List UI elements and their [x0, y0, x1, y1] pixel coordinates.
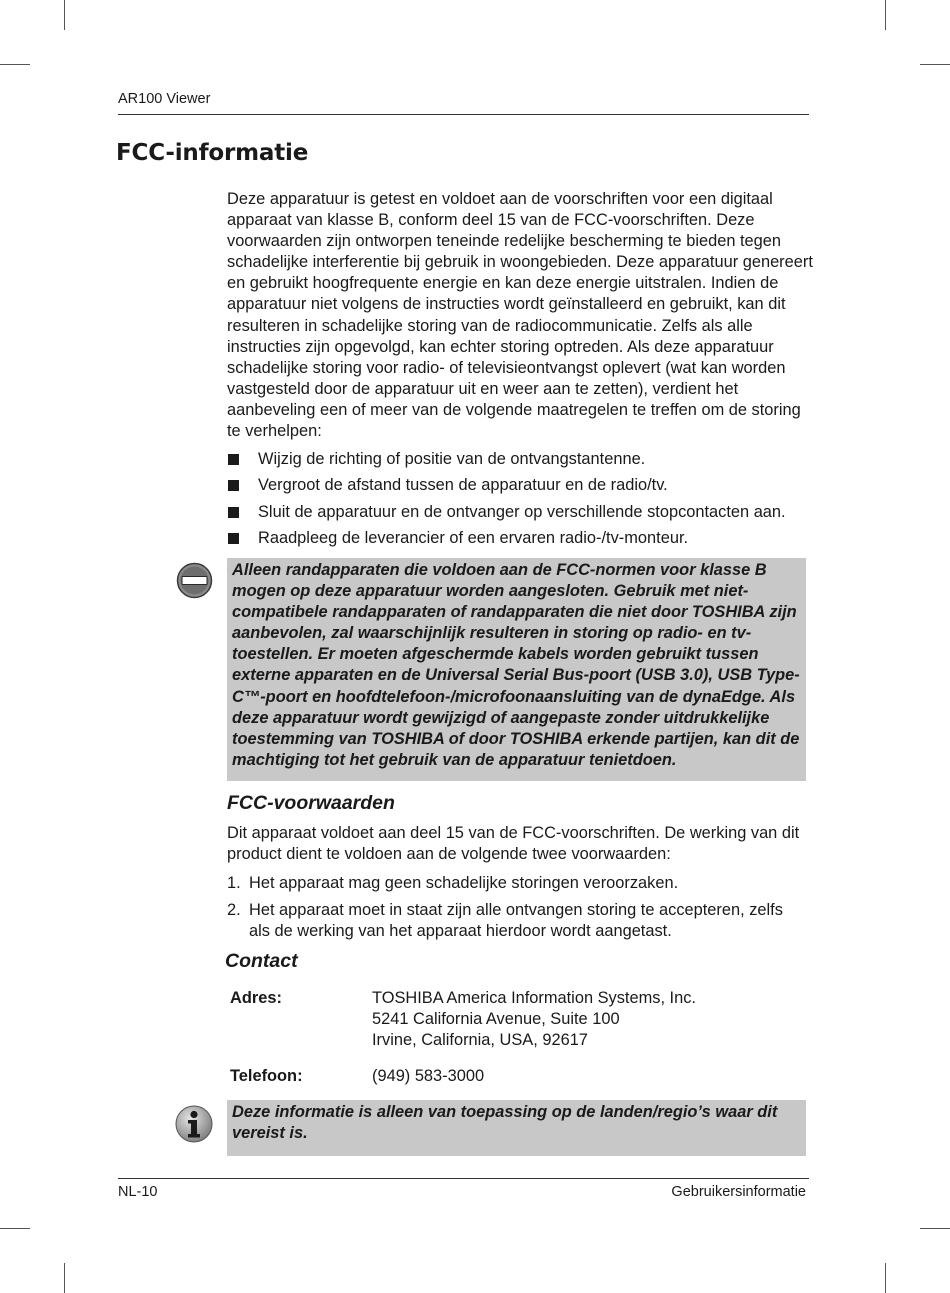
crop-mark: [885, 0, 886, 30]
list-item: Sluit de apparatuur en de ontvanger op verschillende stopcontacten aan.: [227, 502, 786, 528]
list-item: 1. Het apparaat mag geen schadelijke storingen veroorzaken.: [227, 874, 679, 892]
caution-note: [227, 558, 806, 781]
info-icon: [174, 1104, 214, 1144]
list-item: 2. Het apparaat moet in staat zijn alle ontvangen storing te accepteren, zelfs als de werking van het apparaat hierdoor wordt aangetast.: [227, 901, 783, 941]
bullet-square-icon: [228, 507, 239, 518]
crop-mark: [0, 1228, 30, 1229]
caution-text: Alleen randapparaten die voldoen aan de FCC-normen voor klasse B mogen op deze apparatuur worden aangesloten. Gebruik met niet-compatibele randapparaten of randapparaten die niet door TOSHIBA zijn aanbevolen, zal waarschijnlijk resulteren in storing op radio- en tv-toestellen. Er moeten afgeschermde kabels worden gebruikt tussen externe apparaten en de Universal Serial Bus-poort (USB 3.0), USB Type-C™-poort en hoofdtelefoon-/microfoonaansluiting van de dynaEdge. Als deze apparatuur wordt gewijzigd of aangepaste zonder uitdrukkelijke toestemming van TOSHIBA of door TOSHIBA erkende partijen, kan dit de machtiging tot het gebruik van de apparatuur tenietdoen.: [232, 561, 800, 769]
bullet-square-icon: [228, 454, 239, 465]
contact-table: [230, 988, 696, 1087]
bullet-square-icon: [228, 533, 239, 544]
crop-mark: [64, 1263, 65, 1293]
section-title: FCC-informatie: [116, 140, 309, 166]
conditions-heading: FCC-voorwaarden: [227, 792, 395, 814]
crop-mark: [64, 0, 65, 30]
bullet-square-icon: [228, 480, 239, 491]
page-number: NL-10: [118, 1184, 158, 1200]
crop-mark: [885, 1263, 886, 1293]
crop-mark: [0, 64, 30, 65]
info-note: [227, 1100, 806, 1156]
crop-mark: [920, 64, 950, 65]
intro-paragraph: Deze apparatuur is getest en voldoet aan de voorschriften voor een digitaal apparaat van klasse B, conform deel 15 van de FCC-voorschriften. Deze voorwaarden zijn ontworpen teneinde redelijke bescherming te bieden tegen schadelijke interferentie bij gebruik in woongebieden. Deze apparatuur genereert en gebruikt hoogfrequente energie en kan deze energie uitstralen. Indien de apparatuur niet volgens de instructies wordt geïnstalleerd en gebruikt, kan dit resulteren in schadelijke storing van de radiocommunicatie. Zelfs als alle instructies zijn opgevolgd, kan echter storing optreden. Als deze apparatuur schadelijke storing voor radio- of televisieontvangst oplevert (wat kan worden vastgesteld door de apparatuur uit en weer aan te zetten), verdient het aanbeveling een of meer van de volgende maatregelen te treffen om de storing te verhelpen:: [227, 190, 813, 441]
footer-section-name: Gebruikersinformatie: [671, 1184, 806, 1200]
footer-rule: [118, 1178, 809, 1179]
list-item: Vergroot de afstand tussen de apparatuur en de radio/tv.: [227, 475, 786, 501]
caution-icon: [176, 562, 213, 599]
address-value: TOSHIBA America Information Systems, Inc. 5241 California Avenue, Suite 100 Irvine, California, USA, 92617: [372, 989, 696, 1050]
running-header: AR100 Viewer: [118, 91, 211, 107]
measures-list: [227, 449, 786, 555]
list-item: Raadpleeg de leverancier of een ervaren radio-/tv-monteur.: [227, 528, 786, 554]
list-item: Wijzig de richting of positie van de ontvangstantenne.: [227, 449, 786, 475]
address-label: Adres:: [230, 989, 282, 1007]
phone-label: Telefoon:: [230, 1067, 303, 1086]
contact-heading: Contact: [225, 950, 298, 972]
header-rule: [118, 114, 809, 115]
phone-value: (949) 583-3000: [372, 1067, 485, 1086]
crop-mark: [920, 1228, 950, 1229]
conditions-intro: Dit apparaat voldoet aan deel 15 van de FCC-voorschriften. De werking van dit product dient te voldoen aan de volgende twee voorwaarden:: [227, 824, 800, 864]
info-text: Deze informatie is alleen van toepassing op de landen/regio’s waar dit vereist is.: [232, 1103, 778, 1143]
conditions-list: [227, 873, 797, 948]
